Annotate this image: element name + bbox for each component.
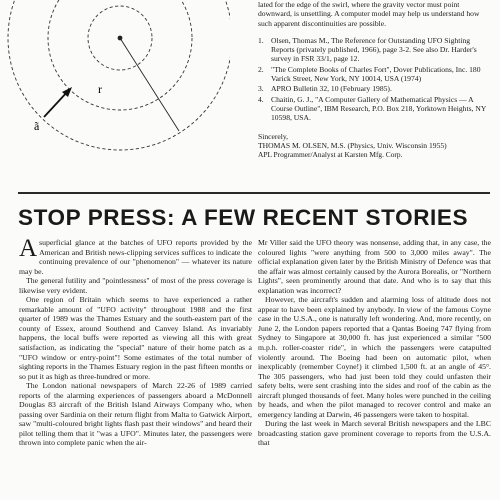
- sign-off: Sincerely,: [258, 131, 289, 141]
- radius-line: [120, 38, 179, 131]
- reference-number: 3.: [258, 84, 264, 94]
- article-paragraph: The London national newspapers of March 22-26 of 1989 carried reports of the alarming experiences of passengers aboard a McDonnell Douglas 83 aircraft of the British Island Airways Company who, when passing over Sardinia on their return flight from Malta to Gatwick Airport, saw "multi-coloured bright lights flash past their windows" and heard their pilot telling them that it "was a UFO". Minutes later, the passengers were thrown into complete panic when the air-: [19, 381, 252, 448]
- reference-text: Olsen, Thomas M., The Reference for Outstanding UFO Sighting Reports (privately published, 1966), page 3-2. See also Dr. Harder's survey in FSR 33/1, page 12.: [271, 35, 477, 64]
- label-r: r: [98, 82, 102, 96]
- article-column-left: [19, 235, 252, 448]
- reference-text: Chaitin, G. J., "A Computer Gallery of Mathematical Physics — A Course Outline", IBM Research, P.O. Box 218, Yorktown Heights, NY 10598, USA.: [271, 94, 487, 123]
- article-paragraph: During the last week in March several British newspapers and the LBC broadcasting station gave prominent coverage to reports from the U.S.A. that: [258, 419, 491, 448]
- article-paragraph: The general futility and "pointlessness" of most of the press coverage is likewise very evident.: [19, 276, 252, 295]
- article-paragraph: One region of Britain which seems to have experienced a rather remarkable amount of "UFO activity" throughout 1988 and the first quarter of 1989 was the Thames Estuary and the south-eastern part of the county of Essex, around Southend and Canvey Island. As invariably happens, the local buffs were reported as viewing all this with great satisfaction, as indicating the "special" nature of their home patch as a "UFO window or entry-point"! Some estimates of the total number of sighting reports in the Thames Estuary region in the past fifteen months or so put it as high as three-hundred or more.: [19, 295, 252, 381]
- section-divider: [18, 192, 490, 194]
- reference-3: [258, 84, 493, 93]
- reference-text: APRO Bulletin 32, 10 (February 1985).: [271, 84, 392, 94]
- signature: THOMAS M. OLSEN, M.S. (Physics, Univ. Wisconsin 1955): [258, 140, 447, 150]
- author-affiliation: APL Programmer/Analyst at Karsten Mfg. Corp.: [258, 150, 403, 160]
- letter-end-block: [258, 0, 493, 159]
- reference-2: [258, 65, 493, 84]
- reference-4: [258, 95, 493, 123]
- letter-closing-paragraph: lated for the edge of the swirl, where the gravity vector must point downward, is unsettling. A computer model may help us understand how such apparent discontinuities are possible.: [258, 0, 480, 28]
- drop-cap: A: [19, 235, 38, 262]
- reference-number: 4.: [258, 94, 264, 104]
- article-paragraph: However, the aircraft's sudden and alarming loss of altitude does not appear to have been explained by anybody. In view of the famous Coyne case in the U.S.A., one is naturally left wondering. And, more recently, on June 2, the London papers reported that a Qantas Boeing 747 flying from Sydney to Singapore at 30,000 ft. has just experienced a similar "500 m.p.h. roller-coaster ride", in which the passengers were catapulted violently around. The Boeing had been on automatic pilot, when inexplicably (remember Coyne!) it climbed 1,500 ft. at an angle of 45°. The 305 passengers, who had just been told they could unfasten their safety belts, were sent crashing into the sides and roof of the cabin as the aircraft plunged thousands of feet. Many holes were punched in the ceiling by heads, and when the pilot managed to recover control and make an emergency landing at Darwin, 46 passengers were taken to hospital.: [258, 295, 491, 419]
- reference-1: [258, 36, 493, 64]
- article-paragraph: Mr Viller said the UFO theory was nonsense, adding that, in any case, the coloured lights "were anything from 500 to 3,000 miles away". The official explanation given later by the British Ministry of Defence was that the affair was almost certainly caused by the Aurora Borealis, or "Northern Lights", seen prominently around that date. And who is to say that this explanation was incorrect?: [258, 238, 491, 295]
- diagram-outer-circle: [8, 0, 230, 150]
- swirl-center-dot: [118, 36, 123, 41]
- diagram-middle-circle: [48, 0, 192, 110]
- reference-text: "The Complete Books of Charles Fort", Dover Publications, Inc. 180 Varick Street, New York, NY 10014, USA (1974): [271, 64, 481, 84]
- reference-number: 2.: [258, 64, 264, 74]
- reference-number: 1.: [258, 35, 264, 45]
- article-column-right: [258, 238, 491, 448]
- article-paragraph: [19, 235, 252, 276]
- label-a: ã: [34, 119, 40, 133]
- paragraph-text: superficial glance at the batches of UFO reports provided by the American and British news-clipping services suffices to indicate the continuing prevalence of our "phenomenon" — whatever its nature may be.: [19, 238, 252, 276]
- swirl-diagram: [0, 0, 230, 190]
- page-headline: STOP PRESS: A FEW RECENT STORIES: [18, 205, 469, 230]
